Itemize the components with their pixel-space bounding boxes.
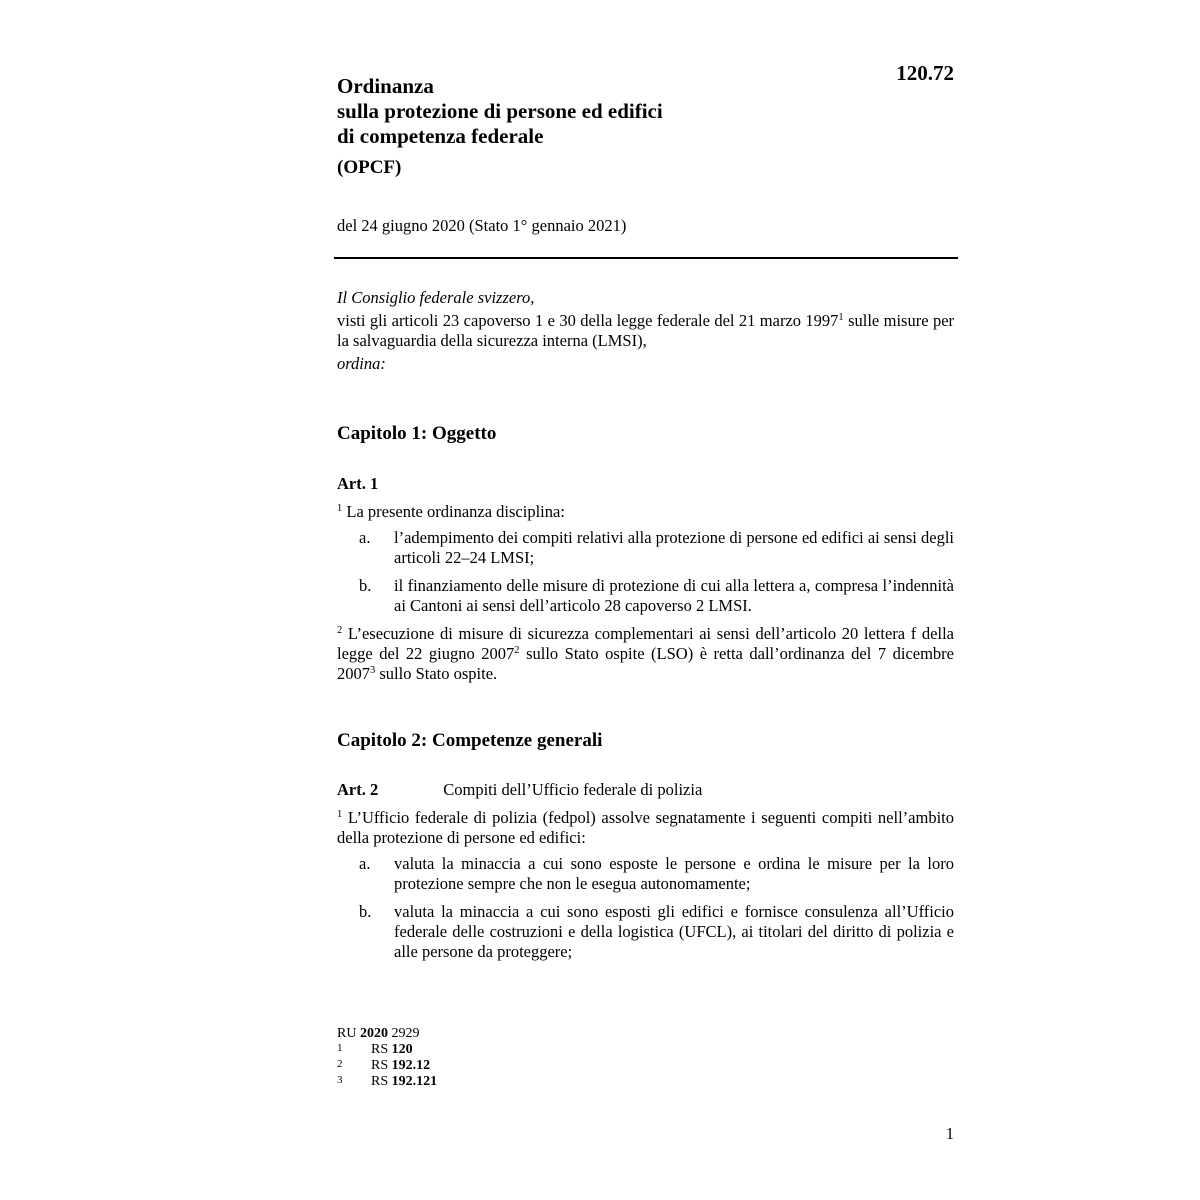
footnote-number: 1 (337, 1042, 343, 1054)
paragraph-text: sullo Stato ospite. (375, 664, 498, 683)
header-divider (334, 257, 958, 259)
list-item (337, 854, 954, 894)
footnote (337, 1042, 437, 1058)
footnote-prefix: RS (371, 1074, 392, 1089)
chapter-1-title: Capitolo 1: Oggetto (337, 423, 497, 444)
paragraph-number: 1 (337, 503, 343, 514)
art-1-heading: Art. 1 (337, 474, 379, 493)
footnote (337, 1074, 437, 1090)
ru-prefix: RU (337, 1026, 360, 1041)
art-2-list (337, 854, 954, 962)
ru-reference (337, 1026, 437, 1042)
title-abbreviation: (OPCF) (337, 157, 402, 178)
preamble-basis-text: visti gli articoli 23 capoverso 1 e 30 della legge federale del 21 marzo 1997 (337, 311, 839, 330)
footnote-text (371, 1058, 430, 1074)
paragraph-text: sullo Stato ospite (LSO) è retta dall’ordinanza del 7 dicembre 2007 (337, 644, 954, 683)
list-item (337, 902, 954, 962)
paragraph-text: L’Ufficio federale di polizia (fedpol) assolve segnatamente i seguenti compiti nell’ambito della protezione di persone ed edifici: (337, 808, 954, 847)
preamble (337, 288, 954, 377)
art-1-para-1 (337, 502, 954, 522)
chapter-2-title: Capitolo 2: Competenze generali (337, 730, 603, 751)
paragraph-number: 2 (337, 625, 343, 636)
preamble-authority: Il Consiglio federale svizzero, (337, 288, 535, 307)
art-2-body (337, 808, 954, 970)
preamble-basis (337, 311, 954, 351)
paragraph-number: 1 (337, 809, 343, 820)
list-item-label: a. (359, 854, 371, 873)
footer (337, 1026, 437, 1090)
document-page (337, 0, 957, 1200)
list-item (337, 528, 954, 568)
title-line: sulla protezione di persone ed edifici (337, 99, 663, 123)
title-line: Ordinanza (337, 74, 434, 98)
art-2-heading (337, 780, 702, 800)
footnote-ref[interactable]: 3 (370, 665, 376, 676)
art-1-para-2 (337, 624, 954, 684)
document-date: del 24 giugno 2020 (Stato 1° gennaio 2021) (337, 216, 627, 235)
list-item-text: l’adempimento dei compiti relativi alla protezione di persone ed edifici ai sensi degli articoli 22–24 LMSI; (394, 528, 954, 567)
paragraph-text: L’esecuzione di misure di sicurezza complementari ai sensi dell’articolo 20 lettera f della legge del 22 giugno 2007 (337, 624, 954, 663)
preamble-decree: ordina: (337, 354, 386, 373)
footnote-ref-value: 192.121 (391, 1074, 438, 1089)
art-2-para-1 (337, 808, 954, 848)
page-number: 1 (945, 1124, 954, 1143)
list-item (337, 576, 954, 616)
list-item-label: b. (359, 576, 372, 595)
sr-number: 120.72 (896, 61, 954, 85)
footnote-prefix: RS (371, 1058, 392, 1073)
footnote-ref-value: 120 (391, 1042, 413, 1057)
preamble-basis-text: sulle misure per la salvaguardia della sicurezza interna (LMSI), (337, 311, 955, 350)
art-2-subject: Compiti dell’Ufficio federale di polizia (443, 780, 703, 799)
footnote-prefix: RS (371, 1042, 392, 1057)
footnote-number: 2 (337, 1058, 343, 1070)
list-item-label: a. (359, 528, 371, 547)
paragraph-text: La presente ordinanza disciplina: (342, 502, 565, 521)
footnote-text (371, 1042, 413, 1058)
footnote-ref-value: 192.12 (391, 1058, 431, 1073)
footnote-ref[interactable]: 1 (838, 312, 844, 323)
document-title (337, 74, 787, 180)
footnote-ref[interactable]: 2 (514, 645, 520, 656)
art-1-list (337, 528, 954, 616)
ru-year: 2020 (359, 1026, 388, 1041)
title-line: di competenza federale (337, 124, 544, 148)
footnote (337, 1058, 437, 1074)
list-item-text: valuta la minaccia a cui sono esposte le persone e ordina le misure per la loro protezione sempre che non le esegua autonomamente; (394, 854, 954, 893)
footnote-number: 3 (337, 1074, 343, 1086)
footnote-text (371, 1074, 437, 1090)
list-item-text: il finanziamento delle misure di protezione di cui alla lettera a, compresa l’indennità ai Cantoni ai sensi dell’articolo 28 capoverso 2 LMSI. (394, 576, 954, 615)
ru-page: 2929 (387, 1026, 420, 1041)
list-item-text: valuta la minaccia a cui sono esposti gli edifici e fornisce consulenza all’Ufficio federale delle costruzioni e della logistica (UFCL), ai titolari del diritto di polizia e alle persone da proteggere; (394, 902, 954, 961)
art-2-number: Art. 2 (337, 780, 379, 799)
list-item-label: b. (359, 902, 372, 921)
art-1-body (337, 502, 954, 684)
